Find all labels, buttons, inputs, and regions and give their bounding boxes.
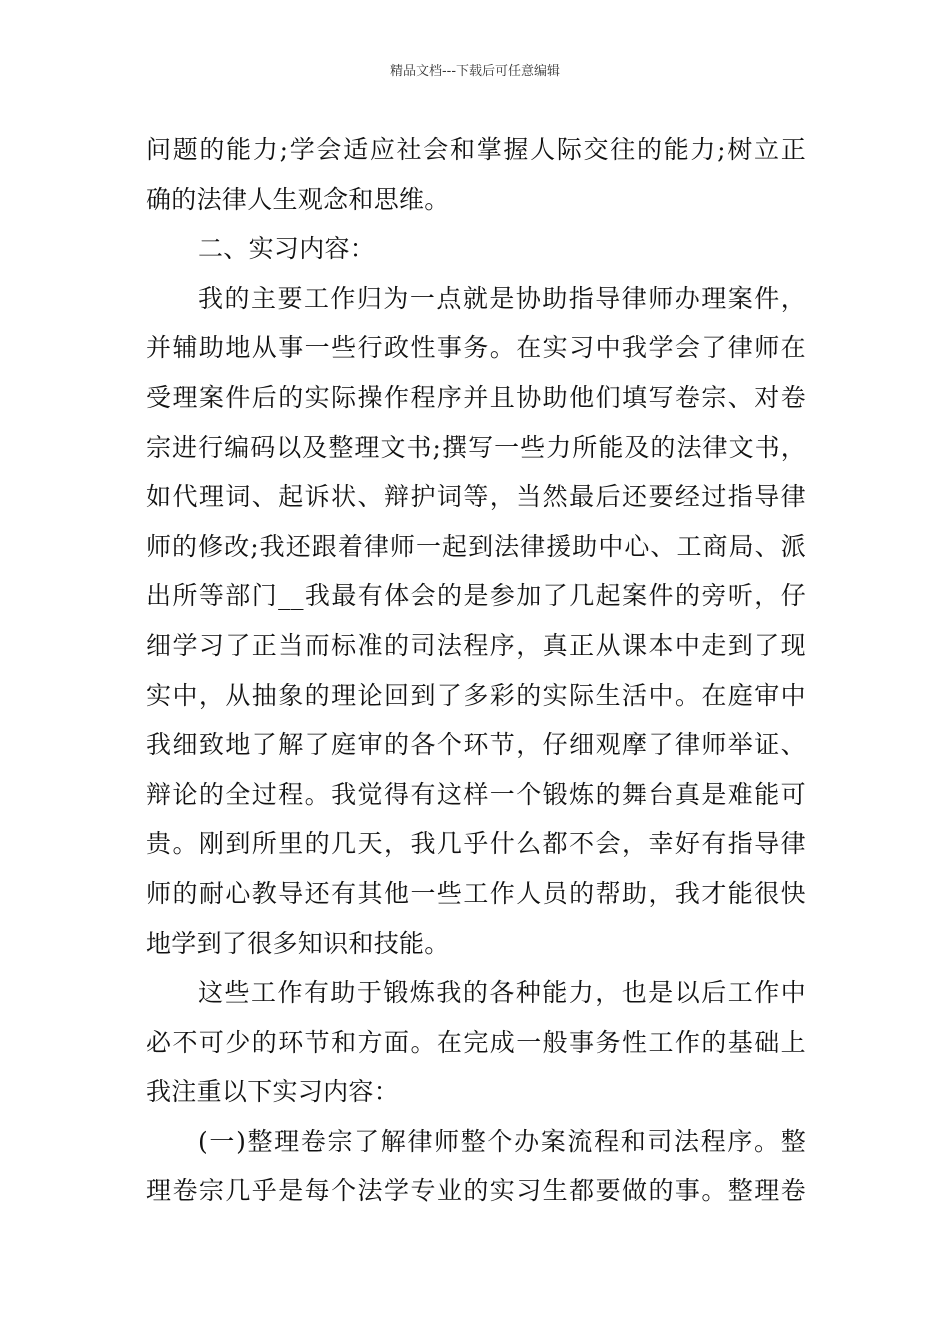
text-line: 受理案件后的实际操作程序并且协助他们填写卷宗、对卷	[146, 382, 806, 412]
text-line: 师的耐心教导还有其他一些工作人员的帮助，我才能很快	[146, 878, 806, 908]
document-body	[146, 125, 806, 1216]
text-line: 实中，从抽象的理论回到了多彩的实际生活中。在庭审中	[146, 680, 806, 710]
text-line: 确的法律人生观念和思维。	[146, 184, 450, 214]
text-line: 地学到了很多知识和技能。	[146, 928, 450, 958]
text-line: 我注重以下实习内容：	[146, 1077, 400, 1107]
page-header: 精品文档---下载后可任意编辑	[389, 64, 561, 79]
text-line: 我细致地了解了庭审的各个环节，仔细观摩了律师举证、	[146, 730, 806, 760]
text-line: (一)整理卷宗了解律师整个办案流程和司法程序。整	[198, 1126, 806, 1156]
section-heading: 二、实习内容：	[198, 234, 376, 264]
text-line: 理卷宗几乎是每个法学专业的实习生都要做的事。整理卷	[146, 1176, 806, 1206]
text-line: 细学习了正当而标准的司法程序，真正从课本中走到了现	[146, 630, 806, 660]
text-line: 问题的能力;学会适应社会和掌握人际交往的能力;树立正	[146, 135, 806, 164]
text-line: 贵。刚到所里的几天，我几乎什么都不会，幸好有指导律	[146, 829, 806, 859]
text-line: 并辅助地从事一些行政性事务。在实习中我学会了律师在	[146, 333, 806, 363]
text-line: 辩论的全过程。我觉得有这样一个锻炼的舞台真是难能可	[146, 779, 806, 809]
text-line: 出所等部门__我最有体会的是参加了几起案件的旁听，仔	[146, 581, 806, 611]
text-line: 宗进行编码以及整理文书;撰写一些力所能及的法律文书，	[146, 432, 806, 462]
text-line: 我的主要工作归为一点就是协助指导律师办理案件，	[198, 283, 806, 313]
text-line: 如代理词、起诉状、辩护词等，当然最后还要经过指导律	[146, 482, 806, 512]
text-line: 师的修改;我还跟着律师一起到法律援助中心、工商局、派	[146, 531, 806, 561]
text-line: 必不可少的环节和方面。在完成一般事务性工作的基础上	[146, 1027, 806, 1057]
text-line: 这些工作有助于锻炼我的各种能力，也是以后工作中	[198, 978, 806, 1008]
